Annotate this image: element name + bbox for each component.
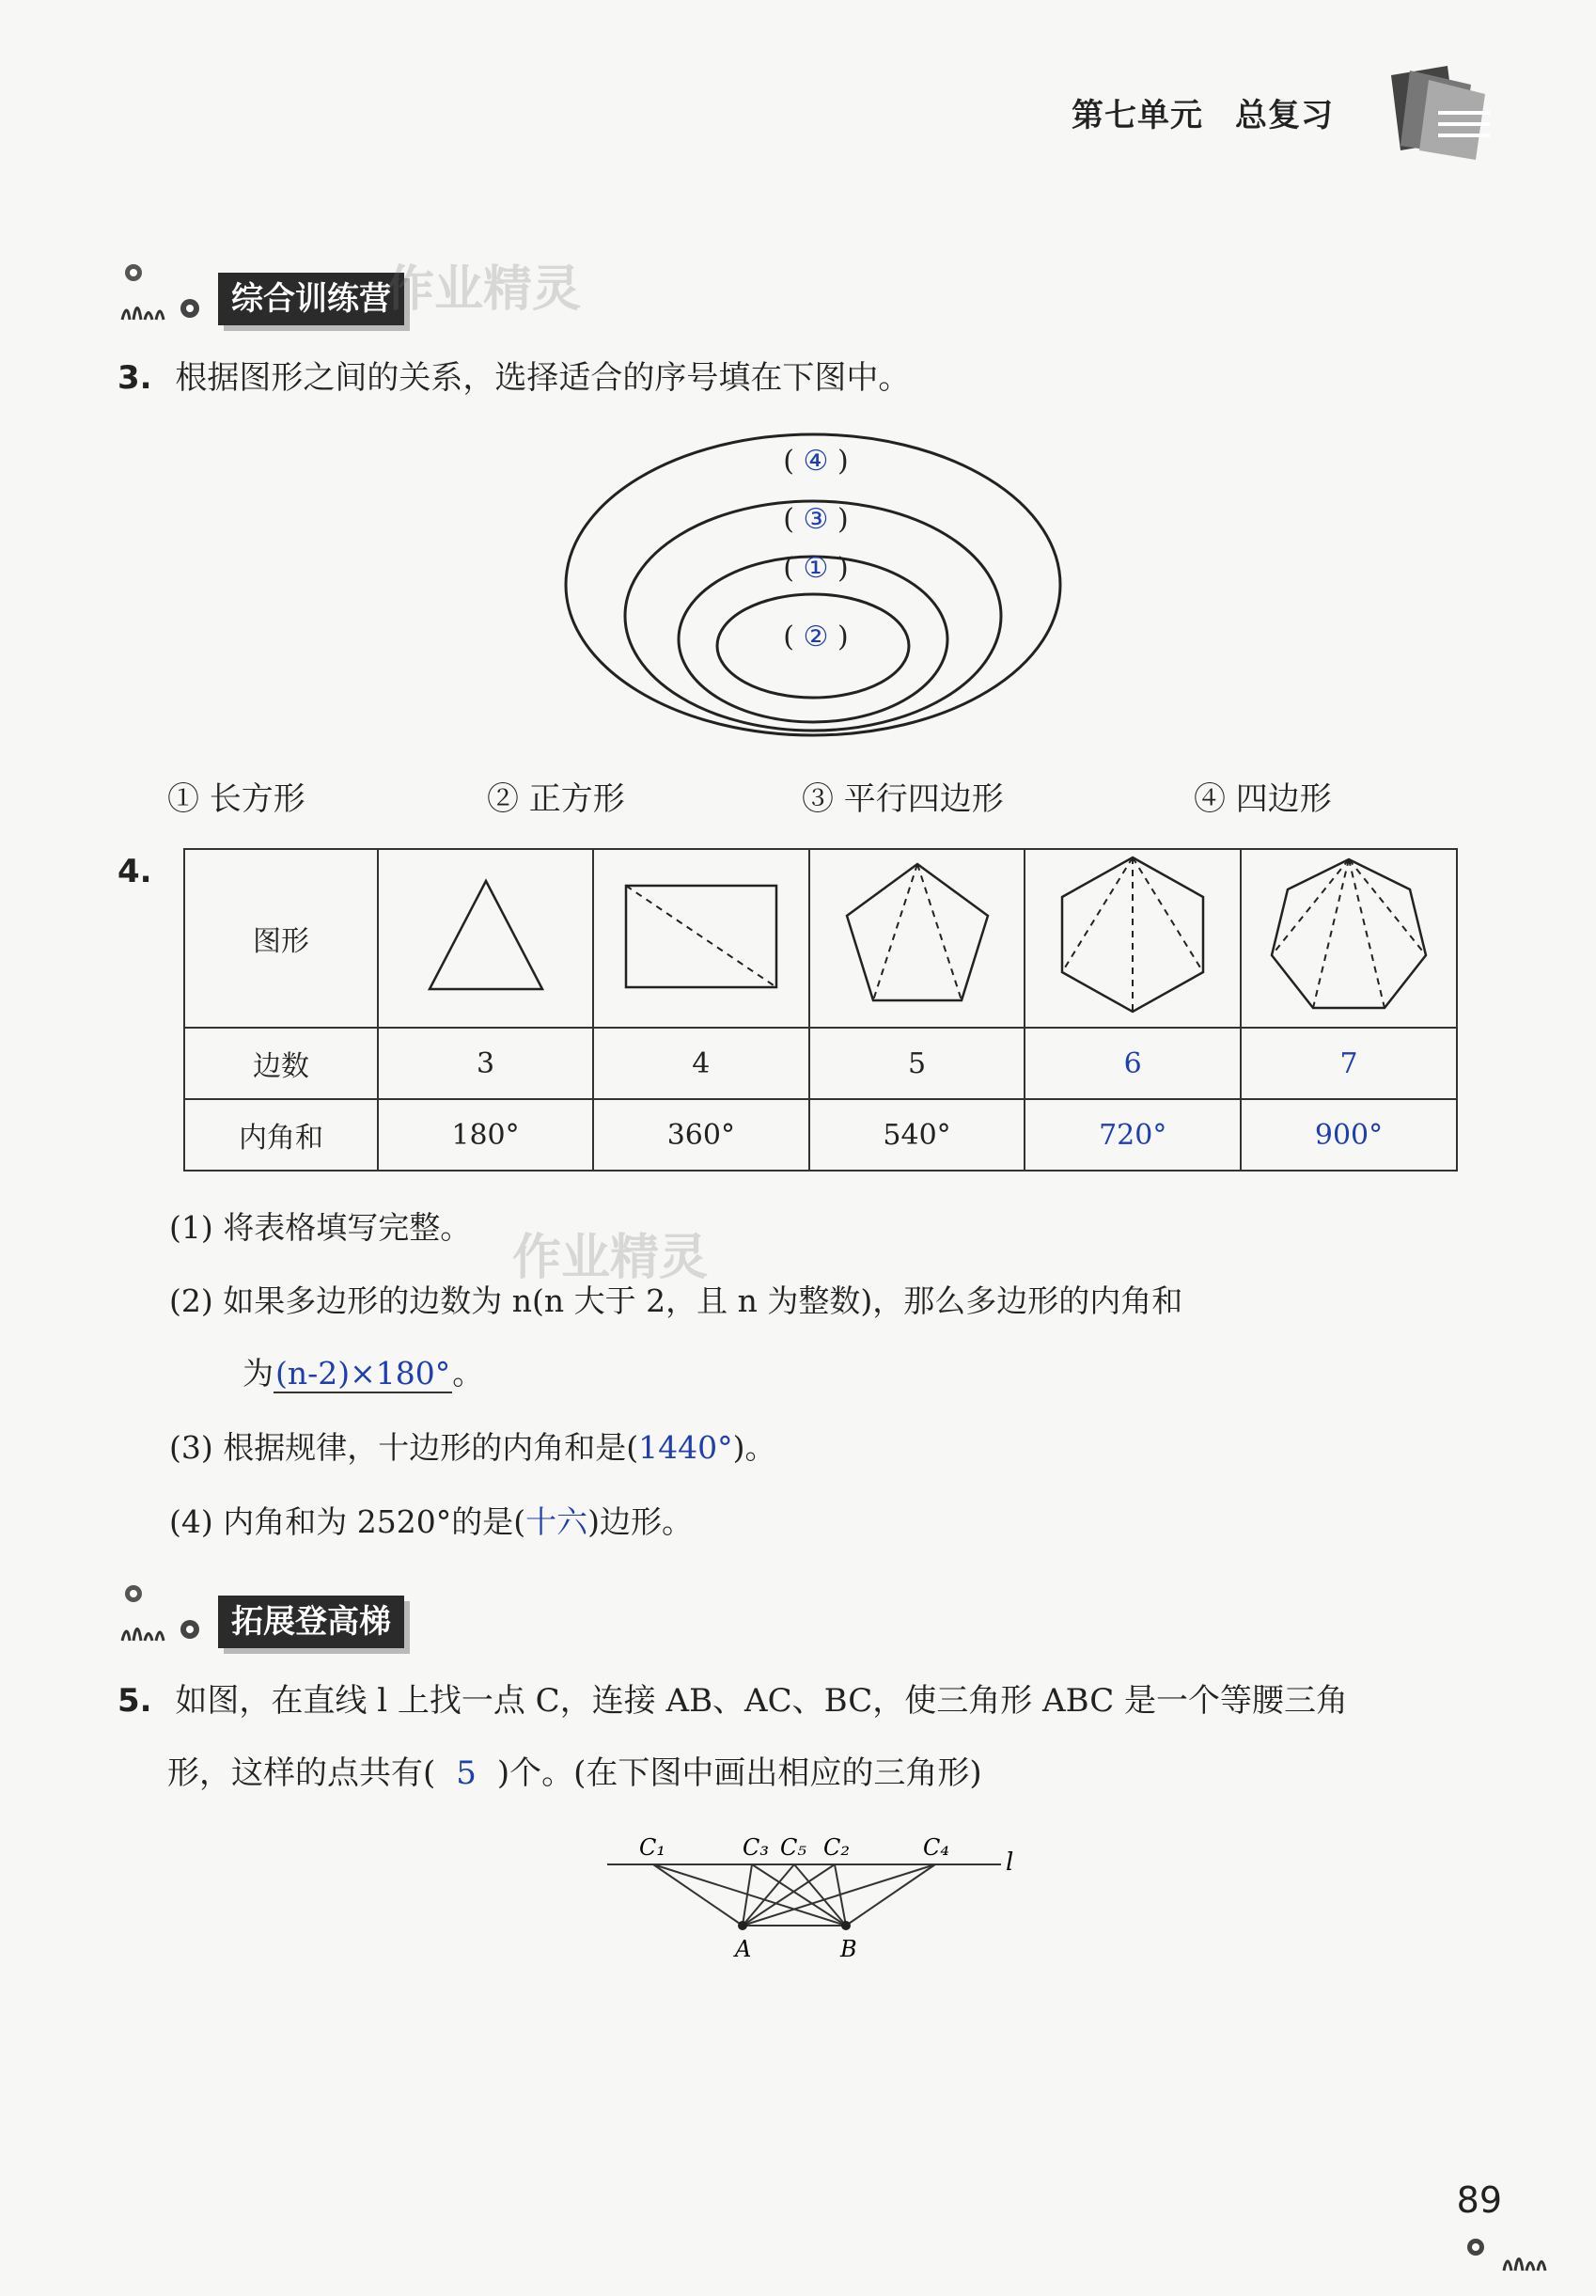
label-l: l	[1006, 1848, 1014, 1877]
q5-line2: 形，这样的点共有( 5 )个。(在下图中画出相应的三角形)	[167, 1754, 982, 1792]
q4-sub4: (4) 内角和为 2520°的是(十六)边形。	[169, 1503, 693, 1540]
watermark-mid: 作业精灵	[512, 1230, 709, 1286]
cell-triangle	[378, 849, 593, 1028]
ellipse-quadrilateral	[566, 434, 1060, 735]
unit-label: 第七单元	[1072, 97, 1203, 134]
q3-option-2: ② 正方形	[487, 780, 625, 818]
isosceles-points-diagram	[602, 1819, 1034, 1965]
label-c1: C₁	[639, 1834, 665, 1861]
q3-option-4: ④ 四边形	[1194, 780, 1332, 818]
row-label-angles: 内角和	[184, 1099, 378, 1171]
label-b: B	[840, 1936, 857, 1962]
polygon-table	[183, 848, 1458, 1172]
label-c5: C₅	[780, 1834, 806, 1861]
ellipse-label-2: ( ③ )	[783, 503, 849, 536]
pentagon-shape	[837, 855, 997, 1014]
flower-grass-icon	[113, 254, 216, 329]
q3-option-1: ① 长方形	[167, 780, 305, 818]
table-row-sides	[184, 1028, 1457, 1099]
ellipse-label-1: ( ④ )	[783, 445, 849, 478]
watermark-top: 作业精灵	[385, 261, 582, 318]
book-icon	[1382, 56, 1504, 169]
flower-grass-icon-footer	[1457, 2219, 1560, 2275]
angle-540: 540°	[809, 1099, 1025, 1171]
ellipse-label-3: ( ① )	[783, 552, 849, 585]
label-c3: C₃	[743, 1834, 769, 1861]
q4-number: 4.	[117, 853, 152, 890]
q3-option-3: ③ 平行四边形	[802, 780, 1004, 818]
triangle-shape	[420, 872, 552, 999]
cell-rectangle	[593, 849, 809, 1028]
q4-sub3-answer: 1440°	[638, 1429, 733, 1466]
q5-line1: 5. 如图，在直线 l 上找一点 C，连接 AB、AC、BC，使三角形 ABC 是一个等腰三角	[117, 1682, 1349, 1720]
hexagon-shape	[1053, 850, 1213, 1019]
angle-360: 360°	[593, 1099, 809, 1171]
ellipse-label-4: ( ② )	[783, 621, 849, 653]
q5-answer: 5	[456, 1754, 477, 1792]
q4-sub2-line1: (2) 如果多边形的边数为 n(n 大于 2，且 n 为整数)，那么多边形的内角和	[169, 1282, 1183, 1319]
q3-number: 3.	[117, 359, 152, 397]
section-extension-label: 拓展登高梯	[218, 1596, 404, 1648]
q3-text: 根据图形之间的关系，选择适合的序号填在下图中。	[175, 359, 911, 397]
point-b	[841, 1921, 851, 1930]
label-a: A	[735, 1936, 752, 1962]
angle-180: 180°	[378, 1099, 593, 1171]
page-number: 89	[1456, 2179, 1502, 2221]
q4-sub2-answer: (n-2)×180°	[275, 1355, 451, 1392]
sides-4: 4	[593, 1028, 809, 1099]
flower-grass-icon-2	[113, 1575, 216, 1650]
q4-sub2-line2: 为(n-2)×180°。	[243, 1355, 484, 1392]
header-title	[1072, 89, 1334, 135]
rectangle-shape	[621, 878, 781, 991]
table-row-shape	[184, 849, 1457, 1028]
angle-720-answer: 720°	[1025, 1099, 1241, 1171]
angle-900-answer: 900°	[1241, 1099, 1457, 1171]
cell-heptagon	[1241, 849, 1457, 1028]
section-training-label: 综合训练营	[218, 273, 404, 325]
label-c4: C₄	[923, 1834, 949, 1861]
point-a	[738, 1921, 747, 1930]
table-row-angles	[184, 1099, 1457, 1171]
cell-hexagon	[1025, 849, 1241, 1028]
cell-pentagon	[809, 849, 1025, 1028]
row-label-shape: 图形	[184, 849, 378, 1028]
q4-sub4-answer: 十六	[525, 1503, 588, 1540]
review-label: 总复习	[1235, 97, 1334, 134]
q3-prompt	[117, 355, 910, 401]
label-c2: C₂	[823, 1834, 850, 1861]
sides-7-answer: 7	[1241, 1028, 1457, 1099]
heptagon-shape	[1264, 850, 1433, 1019]
sides-3: 3	[378, 1028, 593, 1099]
row-label-sides: 边数	[184, 1028, 378, 1099]
q4-sub3: (3) 根据规律，十边形的内角和是(1440°)。	[169, 1429, 776, 1466]
sides-6-answer: 6	[1025, 1028, 1241, 1099]
q5-number: 5.	[117, 1682, 152, 1720]
sides-5: 5	[809, 1028, 1025, 1099]
q4-sub1: (1) 将表格填写完整。	[169, 1209, 472, 1246]
